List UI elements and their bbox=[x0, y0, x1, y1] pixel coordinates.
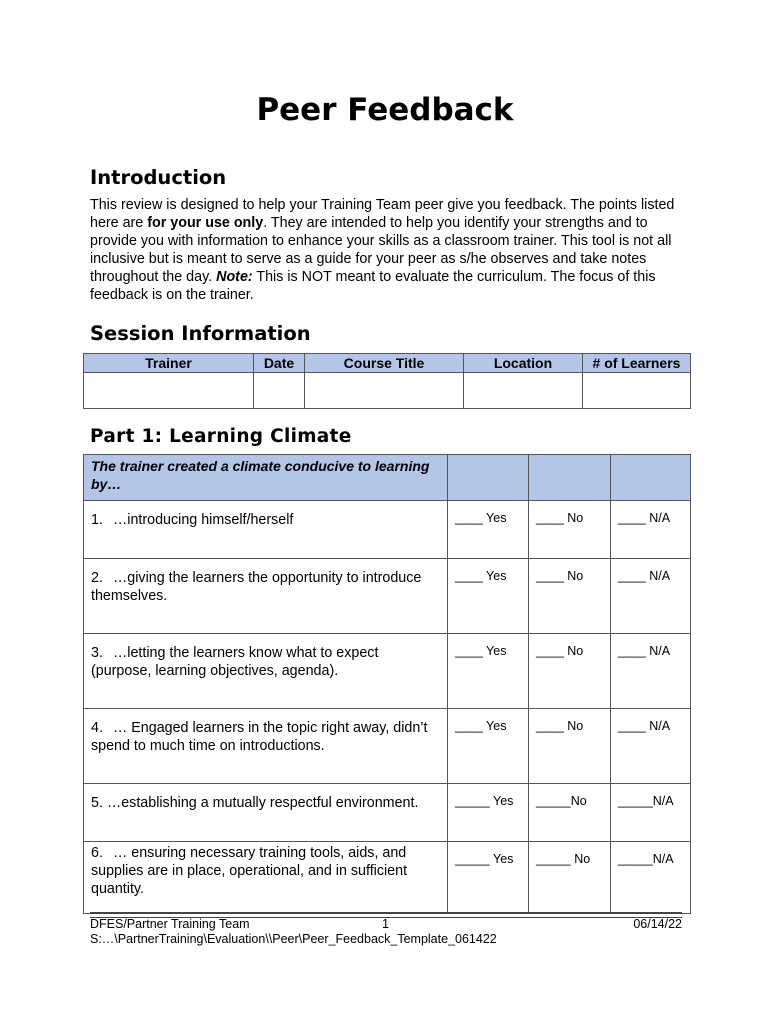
yes-option[interactable]: ____ Yes bbox=[455, 569, 507, 583]
no-option[interactable]: ____ No bbox=[536, 511, 584, 525]
na-option[interactable]: ____ N/A bbox=[618, 644, 671, 658]
item-text: 2. …giving the learners the opportunity to introduce themselves. bbox=[91, 570, 422, 604]
col-trainer: Trainer bbox=[84, 354, 254, 373]
no-option[interactable]: ____ No bbox=[536, 719, 584, 733]
na-option[interactable]: ____ N/A bbox=[618, 511, 671, 525]
item-text: 6. … ensuring necessary training tools, aids, and supplies are in place, operational, and in sufficient quantity. bbox=[91, 845, 408, 897]
no-option[interactable]: _____No bbox=[536, 794, 587, 808]
na-option[interactable]: _____N/A bbox=[618, 794, 674, 808]
learners-field[interactable] bbox=[583, 373, 691, 409]
yes-option[interactable]: ____ Yes bbox=[455, 644, 507, 658]
item-text: 1. …introducing himself/herself bbox=[91, 512, 294, 528]
table-row bbox=[84, 784, 691, 842]
session-heading: Session Information bbox=[90, 322, 311, 345]
table-row bbox=[84, 709, 691, 784]
climate-table-header: The trainer created a climate conducive to learning by… bbox=[91, 458, 430, 492]
na-option[interactable]: _____N/A bbox=[618, 852, 674, 866]
na-option[interactable]: ____ N/A bbox=[618, 569, 671, 583]
table-row bbox=[84, 501, 691, 559]
session-table bbox=[83, 353, 691, 409]
footer-page-number: 1 bbox=[382, 917, 389, 931]
location-field[interactable] bbox=[464, 373, 583, 409]
intro-part-3: This is NOT meant to evaluate the curriculum. The focus of this feedback is on the trainer. bbox=[90, 269, 656, 303]
page-footer bbox=[90, 917, 682, 947]
no-option[interactable]: ____ No bbox=[536, 644, 584, 658]
intro-note-label: Note: bbox=[216, 269, 253, 285]
page-title: Peer Feedback bbox=[256, 92, 514, 128]
intro-part-1: This review is designed to help your Training Team peer give you feedback. The points listed here are bbox=[90, 197, 675, 231]
col-date: Date bbox=[254, 354, 305, 373]
part1-heading: Part 1: Learning Climate bbox=[90, 426, 352, 447]
yes-option[interactable]: ____ Yes bbox=[455, 719, 507, 733]
item-text: 4. … Engaged learners in the topic right away, didn’t spend to much time on introductions. bbox=[91, 720, 428, 754]
yes-option[interactable]: ____ Yes bbox=[455, 511, 507, 525]
table-row bbox=[84, 634, 691, 709]
learning-climate-table bbox=[83, 454, 691, 914]
table-row bbox=[84, 842, 691, 914]
na-option[interactable]: ____ N/A bbox=[618, 719, 671, 733]
item-text: 5. …establishing a mutually respectful environment. bbox=[91, 795, 419, 811]
trainer-field[interactable] bbox=[84, 373, 254, 409]
intro-part-2: . They are intended to help you identify your strengths and to provide you with information to enhance your skills as a classroom trainer. This tool is not all inclusive but is meant to serve as a guide for your peer as s/he observes and take notes throughout the day. bbox=[90, 215, 672, 285]
no-option[interactable]: ____ No bbox=[536, 569, 584, 583]
footer-path: S:…\PartnerTraining\Evaluation\\Peer\Peer_Feedback_Template_061422 bbox=[90, 932, 497, 946]
introduction-heading: Introduction bbox=[90, 166, 227, 189]
course-title-field[interactable] bbox=[305, 373, 464, 409]
intro-bold: for your use only bbox=[147, 215, 264, 231]
col-learners: # of Learners bbox=[583, 354, 691, 373]
item-text: 3. …letting the learners know what to expect (purpose, learning objectives, agenda). bbox=[91, 645, 379, 679]
footer-org: DFES/Partner Training Team bbox=[90, 917, 250, 931]
footer-date: 06/14/22 bbox=[633, 917, 682, 931]
yes-option[interactable]: _____ Yes bbox=[455, 794, 514, 808]
table-row bbox=[84, 559, 691, 634]
col-course-title: Course Title bbox=[305, 354, 464, 373]
no-option[interactable]: _____ No bbox=[536, 852, 591, 866]
col-location: Location bbox=[464, 354, 583, 373]
date-field[interactable] bbox=[254, 373, 305, 409]
introduction-text bbox=[90, 196, 690, 304]
yes-option[interactable]: _____ Yes bbox=[455, 852, 514, 866]
